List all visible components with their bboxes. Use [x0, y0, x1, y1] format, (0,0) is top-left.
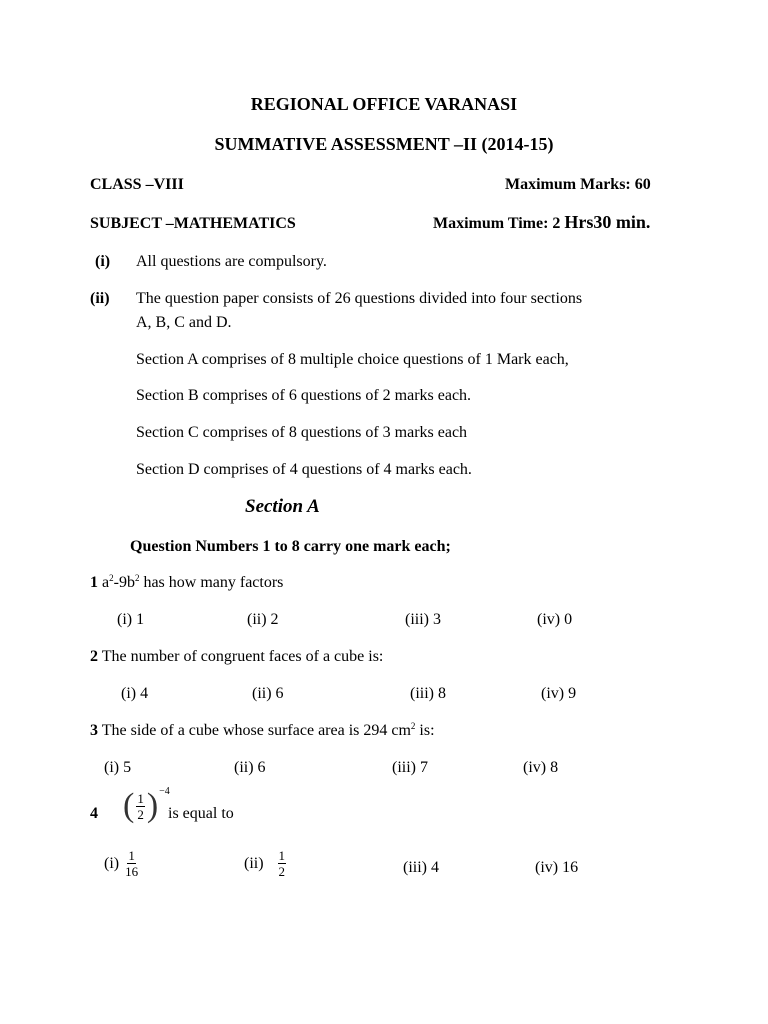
- option: (ii) 6: [252, 685, 284, 702]
- option: (iv) 9: [541, 685, 577, 702]
- question-number: 1: [90, 574, 98, 591]
- question-2: [90, 647, 383, 666]
- right-paren: ): [146, 787, 159, 824]
- option-label: (i): [104, 854, 120, 872]
- option: [244, 849, 288, 878]
- option: (ii) 2: [247, 611, 279, 628]
- option: (i) 4: [121, 685, 149, 702]
- question-number: 2: [90, 648, 98, 665]
- max-time: [433, 212, 650, 234]
- question-text: is equal to: [168, 805, 234, 822]
- instruction-num: (ii): [90, 290, 110, 307]
- option: (i) 5: [104, 759, 132, 776]
- option: (iii) 7: [392, 759, 428, 776]
- numerator: 1: [137, 790, 144, 806]
- question-3: [90, 721, 435, 740]
- question-text: The number of congruent faces of a cube is:: [98, 648, 384, 665]
- exam-title: SUMMATIVE ASSESSMENT –II (2014-15): [214, 134, 554, 154]
- max-time-prefix: Maximum Time: 2: [433, 215, 565, 232]
- subject-label: SUBJECT –MATHEMATICS: [90, 215, 296, 232]
- section-a-title: Section A: [245, 496, 320, 517]
- office-title: REGIONAL OFFICE VARANASI: [250, 94, 518, 114]
- instruction-num: (i): [95, 253, 111, 270]
- question-number: 3: [90, 722, 98, 739]
- question-text: -9b: [113, 574, 135, 591]
- numerator: 1: [128, 848, 135, 863]
- section-info: Section B comprises of 6 questions of 2 marks each.: [136, 387, 472, 404]
- section-info: Section A comprises of 8 multiple choice questions of 1 Mark each,: [136, 351, 569, 368]
- option-label: (ii): [244, 854, 264, 872]
- superscript: 2: [410, 721, 416, 731]
- option: (iii) 4: [403, 859, 439, 876]
- question-text: has how many factors: [139, 574, 284, 591]
- option: (iii) 8: [410, 685, 446, 702]
- section-a-note: Question Numbers 1 to 8 carry one mark each;: [130, 538, 451, 555]
- section-info: Section C comprises of 8 questions of 3 marks each: [136, 424, 468, 441]
- question-1: [90, 573, 283, 592]
- max-marks: Maximum Marks: 60: [505, 176, 651, 193]
- option: (iv) 16: [535, 859, 579, 876]
- instruction-text: A, B, C and D.: [136, 314, 232, 331]
- superscript: 2: [134, 573, 140, 583]
- instruction-text: The question paper consists of 26 questions divided into four sections: [136, 290, 583, 307]
- option: (iv) 0: [537, 611, 573, 628]
- numerator: 1: [278, 848, 286, 863]
- question-4-expression: [123, 786, 170, 824]
- question-number: 4: [90, 805, 98, 822]
- option: (iii) 3: [405, 611, 441, 628]
- left-paren: (: [123, 787, 135, 824]
- class-label: CLASS –VIII: [90, 176, 184, 193]
- max-time-suffix: Hrs30 min.: [564, 212, 651, 232]
- fraction: [278, 849, 287, 878]
- denominator: 2: [137, 806, 144, 822]
- instruction-text: All questions are compulsory.: [136, 253, 327, 270]
- section-info: Section D comprises of 4 questions of 4 marks each.: [136, 461, 472, 478]
- superscript: 2: [109, 573, 114, 583]
- denominator: 2: [278, 864, 286, 879]
- fraction: [136, 792, 145, 821]
- option: (i) 1: [117, 611, 145, 628]
- question-text: The side of a cube whose surface area is 294 cm: [98, 722, 411, 739]
- exponent: −4: [159, 786, 170, 797]
- fraction: [125, 849, 138, 878]
- option: [104, 849, 140, 878]
- denominator: 16: [125, 864, 139, 879]
- option: (ii) 6: [234, 759, 266, 776]
- option: (iv) 8: [523, 759, 559, 776]
- question-text: a: [102, 574, 110, 591]
- question-text: is:: [415, 722, 435, 739]
